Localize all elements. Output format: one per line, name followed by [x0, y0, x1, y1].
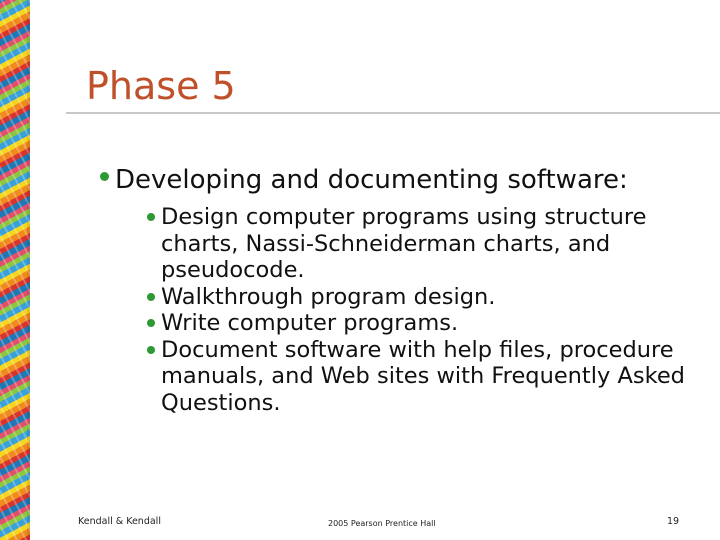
- footer-author: Kendall & Kendall: [78, 516, 161, 527]
- sub-bullet-item: [154, 204, 710, 284]
- sub-bullet-text: Design computer programs using structure charts, Nassi-Schneiderman charts, and pseudocode.: [161, 204, 647, 283]
- sub-bullet-item: [154, 284, 710, 311]
- bullet-dot-icon: [147, 293, 155, 301]
- page-number: 19: [667, 516, 680, 527]
- main-bullet-text: Developing and documenting software:: [115, 165, 628, 195]
- footer-copyright: 2005 Pearson Prentice Hall: [328, 519, 436, 528]
- sub-bullet-item: [154, 337, 710, 417]
- bullet-dot-icon: [147, 346, 155, 354]
- title-divider: [66, 112, 720, 114]
- bullet-dot-icon: [147, 213, 155, 221]
- bullet-dot-icon: [147, 319, 155, 327]
- slide-title: Phase 5: [86, 64, 236, 108]
- sub-bullet-item: [154, 310, 710, 337]
- sub-bullet-text: Walkthrough program design.: [161, 283, 496, 310]
- sub-bullet-text: Document software with help files, procedure manuals, and Web sites with Frequently Asked Questions.: [161, 336, 685, 416]
- bullet-dot-icon: [100, 172, 109, 181]
- main-bullet: [100, 164, 710, 196]
- decorative-woven-stripe: [0, 0, 30, 540]
- sub-bullet-text: Write computer programs.: [161, 310, 459, 336]
- sub-bullet-list: [154, 204, 710, 416]
